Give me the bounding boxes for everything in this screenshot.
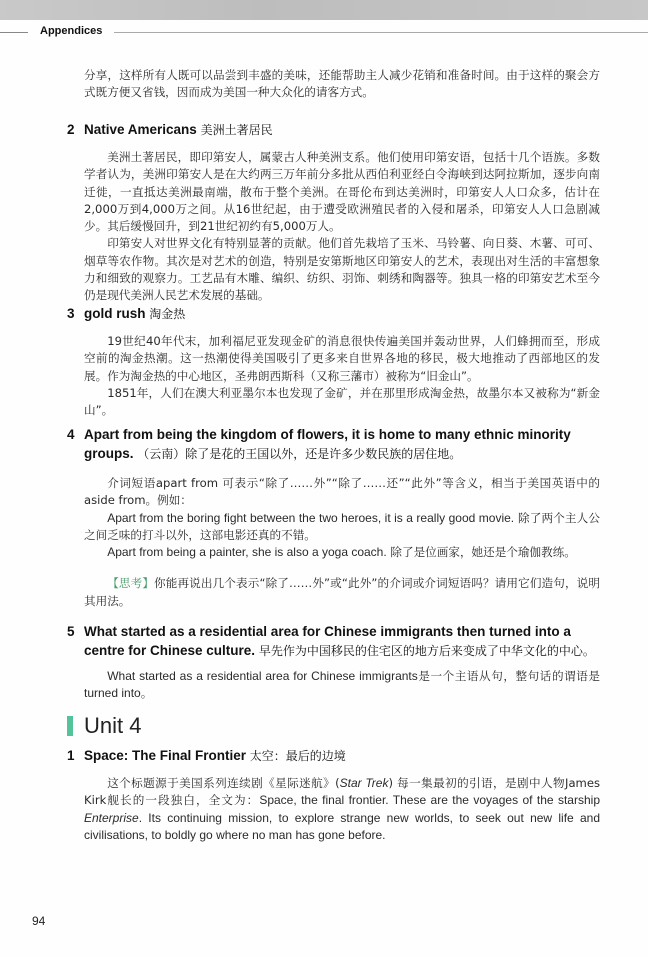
note-title-en: Apart from being the kingdom of flowers, it is home to many ethnic minority groups.	[84, 427, 571, 461]
quote-en: . Its continuing mission, to explore strange new worlds, to seek out new life and civilisations, to boldly go where no man has gone before.	[84, 810, 600, 842]
note-title-cn: 太空：最后的边境	[249, 749, 346, 763]
punctuation: 。	[140, 686, 153, 701]
note-body-5	[84, 668, 600, 703]
example-en: Apart from the boring fight between the two heroes, it is a really good movie.	[107, 510, 515, 525]
note-body-4	[84, 475, 600, 610]
note-title-cn: （云南）除了是花的王国以外，还是许多少数民族的居住地。	[137, 447, 462, 461]
unit-note-heading-1	[67, 746, 603, 765]
note-title-cn: 淘金热	[149, 307, 186, 321]
phrase-en: What started as a residential area for Chinese immigrants	[107, 669, 418, 683]
example-en: Apart from being a painter, she is also a yoga coach.	[107, 545, 387, 560]
page-number: 94	[32, 914, 46, 928]
quote-en: Space, the final frontier. These are the voyages of the starship	[259, 793, 600, 808]
paragraph: 印第安人对世界文化有特别显著的贡献。他们首先栽培了玉米、马铃薯、向日葵、木薯、可可、烟草等农作物。其次是对艺术的创造，特别是安第斯地区印第安人的艺术，表现出对生活的丰富想象力和细致的观察力。工艺品有木雕、编织、纺织、羽饰、刺绣和陶器等。独具一格的印第安艺术至今仍是现代美洲人民艺术发展的基础。	[84, 236, 600, 303]
paragraph: 介词短语apart from 可表示“除了……外”“除了……还”“此外”等含义，相当于美国英语中的aside from。例如：	[84, 476, 600, 508]
note-number: 5	[67, 624, 75, 639]
paragraph: 19世纪40年代末，加利福尼亚发现金矿的消息很快传遍美国并轰动世界，人们蜂拥而至，形成空前的淘金热潮。这一热潮使得美国吸引了更多来自世界各地的移民，极大地推动了西部地区的发展。作为淘金热的中心地区，圣弗朗西斯科（又称三藩市）被称为“旧金山”。	[84, 334, 600, 383]
note-title-en: Native Americans	[84, 122, 197, 137]
unit-title: Unit 4	[84, 713, 142, 738]
unit-note-body-1	[84, 775, 600, 844]
note-title-en: gold rush	[84, 306, 146, 321]
think-label: 【思考】	[107, 576, 155, 591]
unit-accent-bar	[67, 716, 73, 736]
think-text: 你能再说出几个表示“除了……外”或“此外”的介词或介词短语吗？请用它们造句，说明其用法。	[84, 576, 600, 608]
intro-paragraph	[84, 67, 600, 102]
note-number: 2	[67, 122, 75, 137]
ship-name-italic: Enterprise	[84, 810, 139, 825]
note-body-3	[84, 333, 600, 419]
header-rule-right	[114, 32, 648, 33]
note-number: 1	[67, 748, 75, 763]
note-number: 3	[67, 306, 75, 321]
paragraph: 1851年，人们在澳大利亚墨尔本也发现了金矿，并在那里形成淘金热，故墨尔本又被称为“新金山”。	[84, 385, 600, 418]
header-rule-left	[0, 32, 28, 33]
paragraph-text: 是一个主语从句，整句话的谓语是	[417, 669, 600, 683]
note-title-cn: 早先作为中国移民的住宅区的地方后来变成了中华文化的中心。	[258, 644, 595, 658]
phrase-en: turned into	[84, 686, 141, 701]
title-italic: Star Trek	[339, 776, 389, 790]
note-heading-3	[67, 304, 603, 323]
running-header: Appendices	[40, 25, 103, 37]
note-heading-2	[67, 120, 603, 139]
example-cn: 除了是位画家，她还是个瑜伽教练。	[390, 545, 576, 560]
note-number: 4	[67, 427, 75, 442]
note-title-en: Space: The Final Frontier	[84, 748, 247, 763]
note-title-cn: 美洲土著居民	[200, 123, 273, 137]
note-heading-4	[67, 425, 603, 463]
top-band	[0, 0, 648, 20]
note-title-en: What started as a residential area for Chinese immigrants then turned into a centre for Chinese culture.	[84, 624, 571, 658]
paragraph: 美洲土著居民，即印第安人，属蒙古人种美洲支系。他们使用印第安语，包括十几个语族。多数学者认为，美洲印第安人是在大约两三万年前分多批从西伯利亚经白令海峡到达阿拉斯加，逐步向南迁徙，一直抵达美洲最南端，散布于整个美洲。在哥伦布到达美洲时，印第安人人口众多，估计在2,000万到4,000万之间。从16世纪起，由于遭受欧洲殖民者的入侵和屠杀，印第安人人口急剧减少。其后缓慢回升，到21世纪初约有5,000万人。	[84, 150, 600, 234]
text: ) 每一集最初的引语，是剧中人物James Kirk舰长的一段独白，全文为：	[84, 776, 601, 808]
example-cn: 除了两个主人公之间乏味的打斗以外，这部电影还真的不错。	[84, 510, 601, 542]
note-heading-5	[67, 622, 603, 660]
note-body-2	[84, 149, 600, 305]
paragraph: 分享，这样所有人既可以品尝到丰盛的美味，还能帮助主人减少花销和准备时间。由于这样的聚会方式既方便又省钱，因而成为美国一种大众化的请客方式。	[84, 68, 600, 100]
text: 这个标题源于美国系列连续剧《星际迷航》(	[107, 776, 340, 790]
